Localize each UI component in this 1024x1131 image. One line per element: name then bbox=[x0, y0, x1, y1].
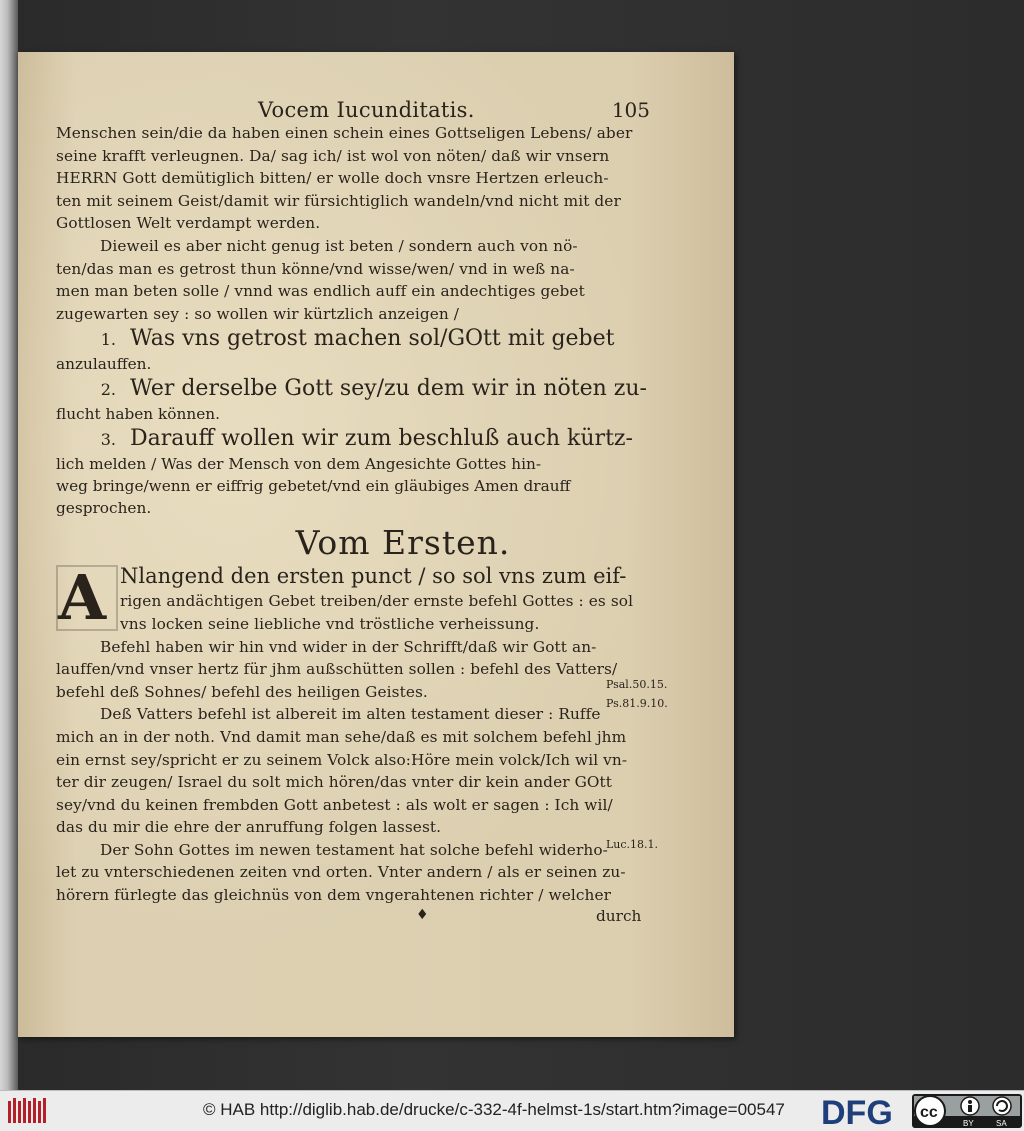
dfg-label: DFG bbox=[821, 1094, 893, 1129]
text-line: ein ernst sey/spricht er zu seinem Volck also:Höre mein volck/Ich wil vn- bbox=[56, 750, 628, 769]
section-heading: Vom Ersten. bbox=[295, 523, 511, 563]
catchword-row bbox=[56, 906, 642, 931]
text-line: ter dir zeugen/ Israel du solt mich hören/das vnter dir kein ander GOtt bbox=[56, 773, 613, 792]
item-continuation: weg bringe/wenn er eiffrig gebetet/vnd ein gläubiges Amen drauff bbox=[56, 477, 571, 496]
text-line: vns locken seine liebliche vnd tröstliche verheissung. bbox=[120, 614, 540, 633]
item-continuation: gesprochen. bbox=[56, 499, 152, 518]
list-item-3 bbox=[56, 425, 633, 453]
paragraph-5 bbox=[56, 839, 630, 907]
dfg-logo-icon[interactable] bbox=[819, 1093, 914, 1129]
numbered-list bbox=[56, 325, 647, 519]
paragraph-2 bbox=[56, 235, 630, 325]
text-line: Der Sohn Gottes im newen testament hat solche befehl widerho- bbox=[100, 840, 608, 859]
page-number: 105 bbox=[611, 98, 650, 122]
viewer-footer bbox=[0, 1090, 1024, 1131]
text-line: men man beten solle / vnnd was endlich auff ein andechtiges gebet bbox=[56, 282, 585, 301]
margin-note: Psal.50.15. bbox=[606, 678, 668, 691]
book-page bbox=[18, 52, 734, 1037]
text-line: rigen andächtigen Gebet treiben/der ernste befehl Gottes : es sol bbox=[120, 592, 634, 611]
hab-logo-icon[interactable] bbox=[6, 1095, 48, 1127]
text-line: zugewarten sey : so wollen wir kürtzlich anzeigen / bbox=[56, 304, 460, 323]
item-number: 3. bbox=[100, 430, 116, 450]
list-item-1 bbox=[56, 325, 630, 353]
item-continuation: anzulauffen. bbox=[56, 355, 152, 374]
cc-sa-label: SA bbox=[996, 1119, 1007, 1128]
item-continuation: lich melden / Was der Mensch von dem Angesichte Gottes hin- bbox=[56, 455, 542, 474]
item-text: Darauff wollen wir zum beschluß auch kürtz- bbox=[130, 426, 633, 452]
paragraph-1 bbox=[56, 122, 633, 235]
text-line: das du mir die ehre der anruffung folgen lassest. bbox=[56, 818, 442, 837]
text-line: HERRN Gott demütiglich bitten/ er wolle doch vnsre Hertzen erleuch- bbox=[56, 169, 609, 188]
signature-mark: ♦ bbox=[416, 906, 429, 923]
text-line: Menschen sein/die da haben einen schein eines Gottseligen Lebens/ aber bbox=[56, 124, 633, 142]
left-page-edge bbox=[0, 0, 18, 1090]
item-text: Wer derselbe Gott sey/zu dem wir in nöten zu- bbox=[130, 376, 647, 402]
text-line: Deß Vatters befehl ist albereit im alten testament dieser : Ruffe bbox=[100, 705, 601, 724]
margin-note: Luc.18.1. bbox=[606, 838, 659, 851]
list-item-2 bbox=[56, 375, 647, 403]
item-number: 2. bbox=[100, 380, 116, 400]
text-line: Befehl haben wir hin vnd wider in der Schrifft/daß wir Gott an- bbox=[100, 637, 597, 656]
cc-label: cc bbox=[920, 1104, 938, 1121]
margin-note: Ps.81.9.10. bbox=[606, 697, 668, 710]
text-line: befehl deß Sohnes/ befehl des heiligen Geistes. bbox=[56, 682, 428, 701]
text-line: ten/das man es getrost thun könne/vnd wisse/wen/ vnd in weß na- bbox=[56, 259, 575, 278]
text-line: seine krafft verleugnen. Da/ sag ich/ ist wol von nöten/ daß wir vnsern bbox=[56, 146, 610, 165]
cc-license-icon[interactable] bbox=[912, 1094, 1022, 1128]
cc-by-label: BY bbox=[963, 1119, 974, 1128]
text-line: ten mit seinem Geist/damit wir fürsichtiglich wandeln/vnd nicht mit der bbox=[56, 191, 621, 210]
text-line: hörern fürlegte das gleichnüs von dem vngerahtenen richter / welcher bbox=[56, 886, 612, 905]
text-line: sey/vnd du keinen frembden Gott anbetest : als wolt er sagen : Ich wil/ bbox=[56, 795, 613, 814]
paragraph-4 bbox=[56, 703, 630, 839]
item-continuation: flucht haben können. bbox=[56, 405, 220, 424]
item-number: 1. bbox=[100, 330, 116, 350]
text-line: Gottlosen Welt verdampt werden. bbox=[56, 214, 321, 233]
catchword: durch bbox=[596, 906, 642, 925]
text-line: mich an in der noth. Vnd damit man sehe/daß es mit solchem befehl jhm bbox=[56, 727, 627, 746]
item-text: Was vns getrost machen sol/GOtt mit gebet bbox=[130, 326, 615, 352]
text-line: let zu vnterschiedenen zeiten vnd orten. Vnter andern / als er seinen zu- bbox=[56, 863, 626, 882]
text-line: Dieweil es aber nicht genug ist beten / sondern auch von nö- bbox=[100, 236, 578, 255]
running-title: Vocem Iucunditatis. bbox=[258, 98, 475, 122]
initial-paragraph bbox=[56, 561, 634, 635]
running-head bbox=[56, 98, 650, 122]
text-line: lauffen/vnd vnser hertz für jhm außschütten sollen : befehl des Vatters/ bbox=[56, 660, 618, 679]
copyright-link[interactable]: © HAB http://diglib.hab.de/drucke/c-332-4f-helmst-1s/start.htm?image=00547 bbox=[203, 1100, 785, 1119]
text-line: Nlangend den ersten punct / so sol vns zum eif- bbox=[120, 564, 627, 589]
paragraph-3 bbox=[56, 636, 630, 704]
dropcap-initial: A bbox=[56, 565, 118, 631]
